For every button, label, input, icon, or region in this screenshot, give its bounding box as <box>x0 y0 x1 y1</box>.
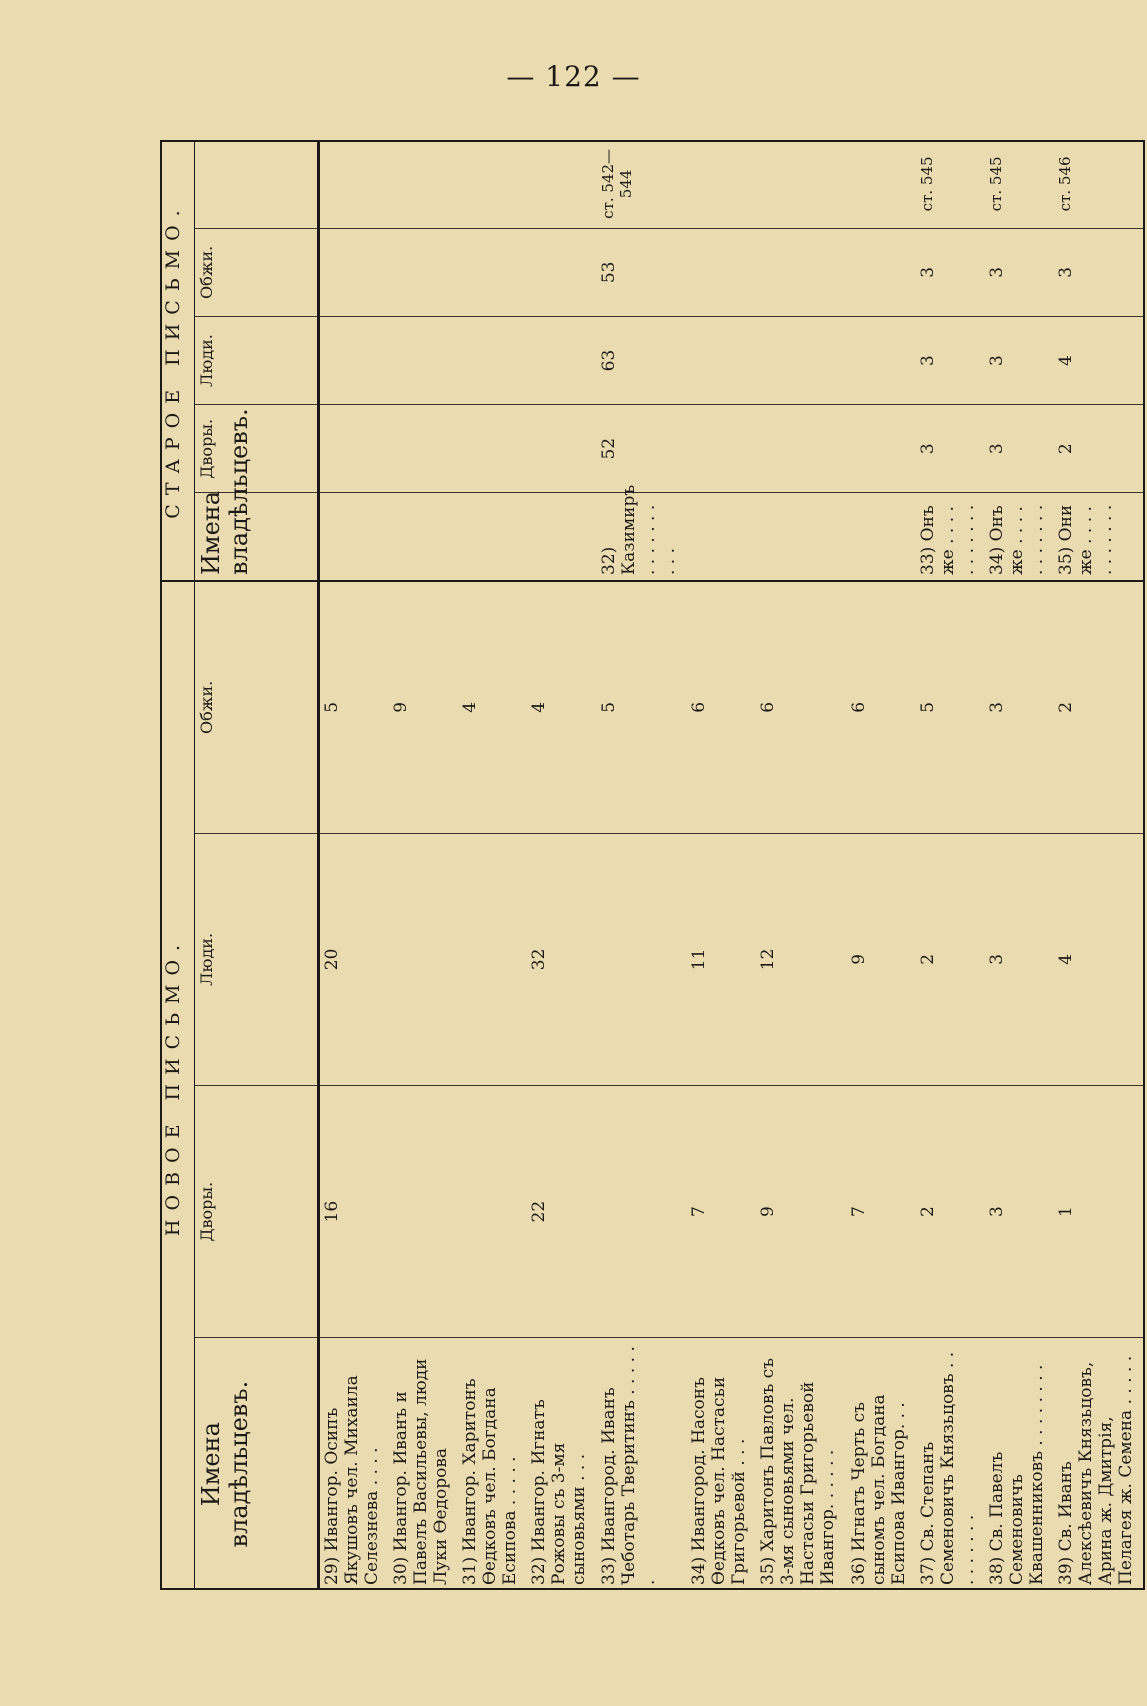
new-obzhi-cell: 6 <box>847 581 916 833</box>
old-dvory-cell: 3 <box>985 405 1054 493</box>
new-dvory-cell: 9 <box>756 1086 847 1338</box>
old-dvory-cell: 3 <box>916 405 985 493</box>
old-owner-name <box>389 493 458 581</box>
old-names-header: Имена владѣльцевъ. <box>195 493 319 581</box>
new-obzhi-cell: 2 <box>1054 581 1145 833</box>
old-owner-name <box>458 493 527 581</box>
new-owner-name: 29) Ивангор. Осипъ Якушовъ чел. Михаила Селезнева . . . . <box>322 1375 382 1585</box>
old-lyudi-cell: 3 <box>916 316 985 404</box>
page-number: — 122 — <box>506 60 641 93</box>
table-row <box>687 140 756 1590</box>
old-obzhi-cell <box>458 228 527 316</box>
new-obzhi-cell: 6 <box>756 581 847 833</box>
old-obzhi-cell: 3 <box>916 228 985 316</box>
old-owner-name <box>847 493 916 581</box>
table-row <box>389 140 458 1590</box>
old-owner-name <box>756 493 847 581</box>
new-dvory-cell: 22 <box>527 1086 596 1338</box>
new-dvory-cell: 1 <box>1054 1086 1145 1338</box>
old-owner-name <box>319 493 390 581</box>
new-section-title: НОВОЕ ПИСЬМО. <box>160 581 195 1590</box>
old-obzhi-header: Обжи. <box>195 228 319 316</box>
old-lyudi-header: Люди. <box>195 316 319 404</box>
old-ref-cell <box>687 140 756 228</box>
old-ref-cell <box>756 140 847 228</box>
new-dvory-cell: 2 <box>916 1086 985 1338</box>
old-ref-cell: ст. 546 <box>1054 140 1145 228</box>
new-owner-name: 33) Ивангород. Иванъ Чеботарь Тверитинъ . . . . . . <box>598 1346 659 1585</box>
new-obzhi-header: Обжи. <box>195 581 319 833</box>
table-row <box>1054 140 1145 1590</box>
new-lyudi-cell <box>597 833 688 1085</box>
new-dvory-cell: 16 <box>319 1086 390 1338</box>
old-dvory-cell <box>756 405 847 493</box>
old-dvory-header: Дворы. <box>195 405 319 493</box>
old-section-title: СТАРОЕ ПИСЬМО. <box>160 140 195 581</box>
new-lyudi-cell: 20 <box>319 833 390 1085</box>
new-dvory-cell <box>597 1086 688 1338</box>
table-row <box>916 140 985 1590</box>
new-owner-name: 38) Св. Павелъ Семеновичъ Квашенниковъ . . . . . . . . <box>987 1364 1048 1585</box>
old-obzhi-cell: 3 <box>1054 228 1145 316</box>
new-obzhi-cell: 4 <box>458 581 527 833</box>
old-obzhi-cell <box>687 228 756 316</box>
new-lyudi-cell: 32 <box>527 833 596 1085</box>
old-dvory-cell <box>389 405 458 493</box>
old-lyudi-cell: 63 <box>597 316 688 404</box>
new-lyudi-cell: 3 <box>985 833 1054 1085</box>
old-dvory-cell: 52 <box>597 405 688 493</box>
table-row <box>458 140 527 1590</box>
old-owner-name <box>687 493 756 581</box>
old-lyudi-cell: 3 <box>985 316 1054 404</box>
old-owner-name: 34) Онъ же . . . . . . . . . . . <box>985 493 1054 581</box>
new-owner-name: 35) Харитонъ Павловъ съ 3-мя сыновьями чел. Настасьи Григорьевой Ивангор. . . . . . <box>758 1357 839 1585</box>
old-dvory-cell <box>847 405 916 493</box>
new-lyudi-cell <box>389 833 458 1085</box>
old-obzhi-cell <box>756 228 847 316</box>
old-dvory-cell: 2 <box>1054 405 1145 493</box>
old-owner-name <box>527 493 596 581</box>
new-obzhi-cell: 4 <box>527 581 596 833</box>
new-lyudi-cell: 11 <box>687 833 756 1085</box>
old-obzhi-cell <box>527 228 596 316</box>
new-owner-name: 36) Игнатъ Черть съ сыномъ чел. Богдана Есипова Ивангор. . . <box>848 1394 909 1585</box>
new-dvory-cell: 7 <box>687 1086 756 1338</box>
old-ref-header <box>195 140 319 228</box>
new-dvory-cell: 7 <box>847 1086 916 1338</box>
new-dvory-header: Дворы. <box>195 1086 319 1338</box>
section-title-row <box>160 140 195 1590</box>
old-obzhi-cell: 3 <box>985 228 1054 316</box>
new-obzhi-cell: 9 <box>389 581 458 833</box>
table-row <box>756 140 847 1590</box>
new-owner-name: 37) Св. Степанъ Семеновичъ Князьцовъ . . . . . . . . . <box>918 1351 979 1585</box>
old-obzhi-cell <box>319 228 390 316</box>
new-lyudi-header: Люди. <box>195 833 319 1085</box>
table-row <box>847 140 916 1590</box>
old-ref-cell: ст. 542—544 <box>597 140 688 228</box>
old-ref-cell <box>527 140 596 228</box>
table-row <box>319 140 390 1590</box>
new-obzhi-cell: 5 <box>597 581 688 833</box>
new-dvory-cell <box>389 1086 458 1338</box>
old-ref-cell <box>319 140 390 228</box>
old-dvory-cell <box>687 405 756 493</box>
old-dvory-cell <box>319 405 390 493</box>
old-lyudi-cell <box>458 316 527 404</box>
old-ref-cell <box>458 140 527 228</box>
old-lyudi-cell <box>527 316 596 404</box>
column-header-row <box>195 140 319 1590</box>
rotated-table-wrapper <box>160 140 1145 1590</box>
new-owner-name: 34) Ивангород. Насонъ Ѳедковъ чел. Настасьи Григорьевой . . . <box>689 1376 750 1585</box>
old-ref-cell: ст. 545 <box>916 140 985 228</box>
old-owner-name: 32) Казимиръ . . . . . . . . . . <box>597 493 688 581</box>
old-obzhi-cell: 53 <box>597 228 688 316</box>
old-lyudi-cell <box>319 316 390 404</box>
old-ref-cell: ст. 545 <box>985 140 1054 228</box>
table-row <box>985 140 1054 1590</box>
new-obzhi-cell: 6 <box>687 581 756 833</box>
old-ref-cell <box>389 140 458 228</box>
old-lyudi-cell: 4 <box>1054 316 1145 404</box>
new-lyudi-cell: 4 <box>1054 833 1145 1085</box>
new-lyudi-cell: 9 <box>847 833 916 1085</box>
old-obzhi-cell <box>847 228 916 316</box>
new-obzhi-cell: 5 <box>916 581 985 833</box>
old-ref-cell <box>847 140 916 228</box>
old-owner-name: 33) Онъ же . . . . . . . . . . . <box>916 493 985 581</box>
new-owner-name: 31) Ивангор. Харитонъ Ѳедковъ чел. Богдана Есипова . . . . . <box>460 1378 521 1585</box>
old-dvory-cell <box>527 405 596 493</box>
new-dvory-cell <box>458 1086 527 1338</box>
old-lyudi-cell <box>389 316 458 404</box>
new-owner-name: 32) Ивангор. Игнатъ Рожовы съ 3-мя сыновьями . . . <box>529 1399 590 1585</box>
new-obzhi-cell: 3 <box>985 581 1054 833</box>
new-names-header: Имена владѣльцевъ. <box>195 1338 319 1590</box>
new-lyudi-cell <box>458 833 527 1085</box>
new-dvory-cell: 3 <box>985 1086 1054 1338</box>
ledger-table <box>160 140 1145 1590</box>
old-owner-name: 35) Они же . . . . . . . . . . . <box>1054 493 1145 581</box>
old-lyudi-cell <box>756 316 847 404</box>
new-obzhi-cell: 5 <box>319 581 390 833</box>
old-lyudi-cell <box>687 316 756 404</box>
new-owner-name: 39) Св. Иванъ Алексѣевичъ Князьцовъ, Арина ж. Дмитрія, Пелагея ж. Семена . . . . . <box>1056 1355 1137 1585</box>
ledger-body <box>319 140 1146 1590</box>
new-lyudi-cell: 12 <box>756 833 847 1085</box>
old-dvory-cell <box>458 405 527 493</box>
new-lyudi-cell: 2 <box>916 833 985 1085</box>
new-owner-name: 30) Ивангор. Иванъ и Павелъ Васильевы, люди Луки Ѳедорова <box>391 1358 452 1585</box>
table-row <box>527 140 596 1590</box>
table-row <box>597 140 688 1590</box>
old-obzhi-cell <box>389 228 458 316</box>
old-lyudi-cell <box>847 316 916 404</box>
